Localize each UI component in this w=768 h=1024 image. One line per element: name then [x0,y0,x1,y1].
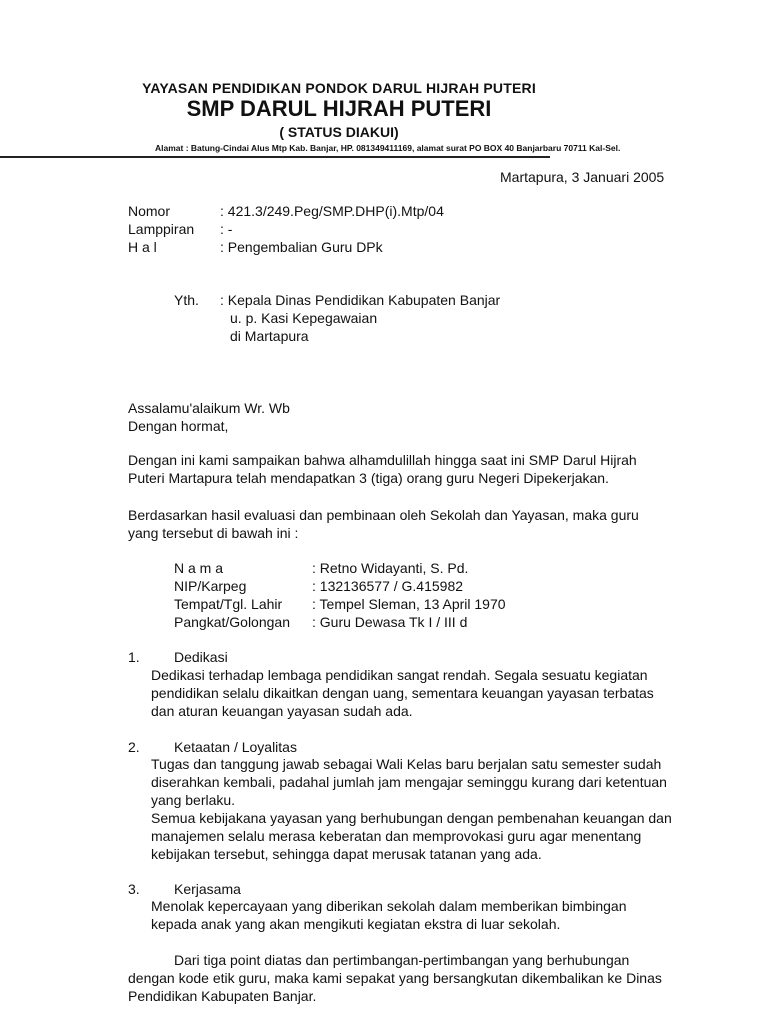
recipient-line-1: : Kepala Dinas Pendidikan Kabupaten Banjar [220,292,501,308]
teacher-rank-value: : Guru Dewasa Tk I / III d [312,614,468,630]
point-line: kepada anak yang akan mengikuti kegiatan ekstra di luar sekolah. [151,916,561,932]
conclusion-line: dengan kode etik guru, maka kami sepakat yang bersangkutan dikembalikan ke Dinas [128,970,662,986]
point-line: kebijakan tersebut, sehingga dapat merusak tatanan yang ada. [151,846,542,862]
point-title: Dedikasi [174,649,228,665]
recipient-line-2: u. p. Kasi Kepegawaian [230,310,378,326]
point-number: 2. [128,739,140,755]
teacher-rank-label: Pangkat/Golongan [174,614,290,630]
school-status: ( STATUS DIAKUI) [279,124,399,140]
point-line: dan aturan keuangan yayasan sudah ada. [151,703,413,719]
foundation-name: YAYASAN PENDIDIKAN PONDOK DARUL HIJRAH PUTERI [142,80,536,96]
greeting-hormat: Dengan hormat, [128,418,229,434]
point-line: Tugas dan tanggung jawab sebagai Wali Kelas baru berjalan satu semester sudah [151,756,662,772]
point-line: diserahkan kembali, padahal jumlah jam mengajar seminggu kurang dari ketentuan [151,774,667,790]
teacher-birth-label: Tempat/Tgl. Lahir [174,596,283,612]
conclusion-line: Dari tiga point diatas dan pertimbangan-pertimbangan yang berhubungan [174,952,630,968]
evaluation-line: Berdasarkan hasil evaluasi dan pembinaan oleh Sekolah dan Yayasan, maka guru [128,507,639,523]
conclusion-line: Pendidikan Kabupaten Banjar. [128,988,317,1004]
point-line: yang berlaku. [151,792,236,808]
point-line: manajemen selalu merasa keberatan dan memprovokasi guru agar menentang [151,828,642,844]
point-line: Dedikasi terhadap lembaga pendidikan sangat rendah. Segala sesuatu kegiatan [151,667,648,683]
meta-label-attachment: Lamppiran [128,221,195,237]
recipient-label: Yth. [174,292,199,308]
point-line: Semua kebijakana yayasan yang berhubungan dengan pembenahan keuangan dan [151,810,672,826]
evaluation-line: yang tersebut di bawah ini : [128,525,299,541]
teacher-name-value: : Retno Widayanti, S. Pd. [312,560,469,576]
recipient-line-3: di Martapura [230,328,309,344]
intro-line: Dengan ini kami sampaikan bahwa alhamdulillah hingga saat ini SMP Darul Hijrah [128,452,637,468]
teacher-name-label: N a m a [174,560,224,576]
meta-value-number: : 421.3/249.Peg/SMP.DHP(i).Mtp/04 [220,203,444,219]
meta-label-number: Nomor [128,203,171,219]
greeting-salam: Assalamu'alaikum Wr. Wb [128,400,290,416]
letterhead-divider [0,156,550,158]
teacher-birth-value: : Tempel Sleman, 13 April 1970 [312,596,506,612]
teacher-nip-value: : 132136577 / G.415982 [312,578,464,594]
meta-label-subject: H a l [128,239,157,255]
teacher-nip-label: NIP/Karpeg [174,578,247,594]
point-title: Kerjasama [174,881,241,897]
meta-value-attachment: : - [220,221,233,237]
school-name: SMP DARUL HIJRAH PUTERI [186,96,492,121]
meta-value-subject: : Pengembalian Guru DPk [220,239,383,255]
point-number: 1. [128,649,140,665]
point-line: Menolak kepercayaan yang diberikan sekolah dalam memberikan bimbingan [151,898,627,914]
school-address: Alamat : Batung-Cindai Alus Mtp Kab. Banjar, HP. 081349411169, alamat surat PO BOX 40 Banjarbaru 70711 Kal-Sel. [155,143,621,153]
letter-date: Martapura, 3 Januari 2005 [500,169,665,185]
point-number: 3. [128,881,140,897]
intro-line: Puteri Martapura telah mendapatkan 3 (tiga) orang guru Negeri Dipekerjakan. [128,470,609,486]
point-title: Ketaatan / Loyalitas [174,739,297,755]
point-line: pendidikan selalu dikaitkan dengan uang, sementara keuangan yayasan terbatas [151,685,654,701]
